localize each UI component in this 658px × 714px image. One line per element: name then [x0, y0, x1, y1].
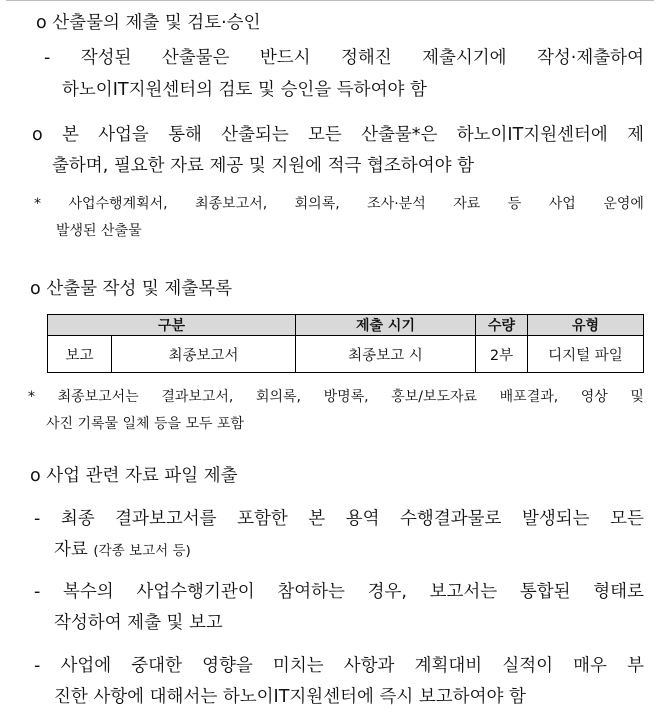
deliverables-table	[47, 314, 644, 373]
word: 본	[61, 125, 79, 145]
header-category: 구분	[48, 315, 296, 336]
word: 반드시	[259, 48, 311, 68]
section3-item2-line2: 작성하여 제출 및 보고	[54, 613, 223, 633]
header-type: 유형	[528, 315, 644, 336]
section3-item1-line2-main: 자료	[54, 540, 88, 560]
word: 본	[308, 509, 326, 529]
word: 조사·분석	[367, 196, 426, 212]
word: 회의록,	[255, 389, 301, 405]
word: 참여하는	[277, 582, 345, 602]
word: 최종보고서는	[57, 389, 139, 405]
word: 영상	[580, 389, 608, 405]
word: 사업	[548, 196, 576, 212]
section2-note-line1	[28, 386, 644, 408]
word: o	[32, 125, 43, 145]
word: 부	[627, 656, 644, 676]
word: 발생되는	[521, 509, 590, 529]
word: 운영에	[603, 196, 644, 212]
word: 사항과	[343, 656, 395, 676]
word: 최종보고서,	[195, 196, 268, 212]
word: 및	[630, 389, 644, 405]
section1-o-line2: 출하며, 필요한 자료 제공 및 지원에 적극 협조하여야 함	[52, 156, 474, 176]
cell-submit-time: 최종보고 시	[296, 336, 476, 373]
word: 중대한	[131, 656, 182, 676]
word: 작성된	[80, 48, 132, 68]
table-row	[48, 336, 644, 373]
header-quantity: 수량	[476, 315, 528, 336]
word: 산출물*은	[361, 125, 438, 145]
section3-item1-line1	[34, 506, 644, 532]
word: *	[28, 389, 35, 405]
word: 실적이	[502, 656, 554, 676]
word: 정해진	[340, 48, 392, 68]
word: 자료	[453, 196, 481, 212]
section1-o-line1	[32, 122, 644, 148]
section3-item3-line1	[34, 653, 644, 679]
word: 포함한	[237, 509, 288, 529]
word: 결과보고서,	[161, 389, 234, 405]
section1-note-line1	[34, 193, 644, 215]
word: 사업수행기관이	[136, 582, 255, 602]
word: 방명록,	[323, 389, 369, 405]
word: 수행결과물로	[400, 509, 502, 529]
section1-dash-line1	[44, 45, 644, 71]
word: 매우	[573, 656, 607, 676]
word: 홍보/보도자료	[391, 389, 478, 405]
section1-dash-line2: 하노이IT지원센터의 검토 및 승인을 득하여야 함	[62, 80, 427, 100]
section3-heading: o 사업 관련 자료 파일 제출	[30, 466, 238, 486]
word: 모든	[308, 125, 342, 145]
word: -	[34, 582, 41, 602]
header-submit-time: 제출 시기	[296, 315, 476, 336]
word: 제	[627, 125, 644, 145]
word: 경우,	[367, 582, 407, 602]
section3-item1-line2	[54, 537, 191, 564]
top-divider	[6, 0, 654, 1]
word: 용역	[345, 509, 380, 529]
section2-heading: o 산출물 작성 및 제출목록	[30, 279, 233, 299]
word: 회의록,	[294, 196, 340, 212]
section3-item3-line2: 진한 사항에 대해서는 하노이IT지원센터에 즉시 보고하여야 함	[54, 687, 526, 707]
word: -	[44, 48, 51, 68]
cell-name: 최종보고서	[112, 336, 296, 373]
word: 산출물은	[161, 48, 230, 68]
cell-quantity: 2부	[476, 336, 528, 373]
word: 모든	[610, 509, 644, 529]
word: 형태로	[593, 582, 644, 602]
word: 제출시기에	[422, 48, 507, 68]
word: -	[34, 656, 41, 676]
table-header-row	[48, 315, 644, 336]
word: 통해	[168, 125, 202, 145]
cell-type: 디지털 파일	[528, 336, 644, 373]
word: 사업을	[98, 125, 149, 145]
section3-item1-line2-paren: (각종 보고서 등)	[93, 543, 191, 559]
word: 통합된	[519, 582, 571, 602]
word: 배포결과,	[499, 389, 559, 405]
section1-note-line2: 발생된 산출물	[56, 223, 142, 239]
section1-heading: o 산출물의 제출 및 검토·승인	[36, 13, 261, 33]
section2-note-line2: 사진 기록물 일체 등을 모두 포함	[46, 416, 245, 432]
word: 작성·제출하여	[536, 48, 644, 68]
word: *	[34, 196, 41, 212]
word: 사업수행계획서,	[68, 196, 168, 212]
word: -	[34, 509, 41, 529]
word: 산출되는	[221, 125, 289, 145]
cell-category: 보고	[48, 336, 112, 373]
word: 결과보고서를	[115, 509, 217, 529]
word: 미치는	[272, 656, 324, 676]
word: 보고서는	[429, 582, 498, 602]
section3-item2-line1	[34, 579, 644, 605]
word: 최종	[60, 509, 95, 529]
word: 사업에	[60, 656, 112, 676]
word: 등	[507, 196, 522, 212]
word: 복수의	[62, 582, 114, 602]
word: 영향을	[202, 656, 253, 676]
word: 계획대비	[414, 656, 483, 676]
word: 하노이IT지원센터에	[456, 125, 608, 145]
